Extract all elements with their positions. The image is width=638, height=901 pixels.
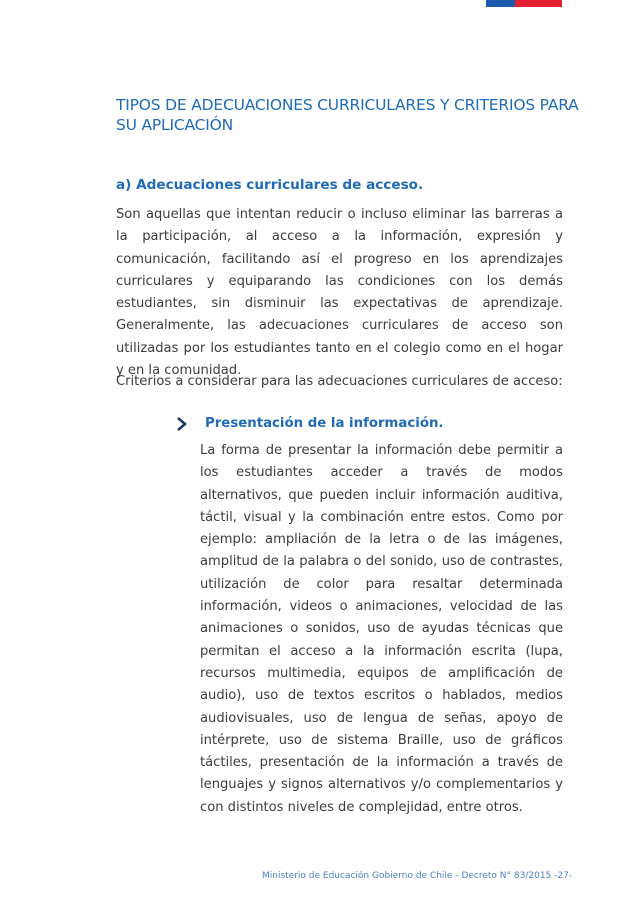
- flag-bar: [486, 0, 562, 7]
- section-paragraph: Son aquellas que intentan reducir o incluso eliminar las barreras a la participación, al acceso a la información, expresión y comunicación, facilitando así el progreso en los aprendizajes curriculares y equiparando las condiciones con los demás estudiantes, sin disminuir las expectativas de aprendizaje. Generalmente, las adecuaciones curriculares de acceso son utilizadas por los estudiantes tanto en el colegio como en el hogar y en la comunidad.: [116, 207, 563, 379]
- criterios-intro: Criterios a considerar para las adecuaciones curriculares de acceso:: [116, 374, 563, 389]
- section-heading: a) Adecuaciones curriculares de acceso.: [116, 177, 424, 193]
- bullet-paragraph: La forma de presentar la información debe permitir a los estudiantes acceder a través de modos alternativos, que pueden incluir información auditiva, táctil, visual y la combinación entre estos. Como por ejemplo: ampliación de la letra o de las imágenes, amplitud de la palabra o del sonido, uso de contrastes, utilización de color para resaltar determinada información, videos o animaciones, velocidad de las animaciones o sonidos, uso de ayudas técnicas que permitan el acceso a la información escrita (lupa, recursos multimedia, equipos de amplificación de audio), uso de textos escritos o hablados, medios audiovisuales, uso de lengua de señas, apoyo de intérprete, uso de sistema Braille, uso de gráficos táctiles, presentación de la información a través de lenguajes y signos alternativos y/o complementarios y con distintos niveles de complejidad, entre otros.: [200, 443, 563, 815]
- page-footer: Ministerio de Educación Gobierno de Chile - Decreto N° 83/2015 -27-: [262, 871, 573, 881]
- bullet-title: Presentación de la información.: [205, 416, 444, 431]
- flag-red-segment: [515, 0, 562, 7]
- page-title: TIPOS DE ADECUACIONES CURRICULARES Y CRITERIOS PARA SU APLICACIÓN: [116, 96, 579, 134]
- chevron-right-icon: [175, 417, 189, 431]
- bullet-item: [175, 416, 443, 431]
- flag-blue-segment: [486, 0, 515, 7]
